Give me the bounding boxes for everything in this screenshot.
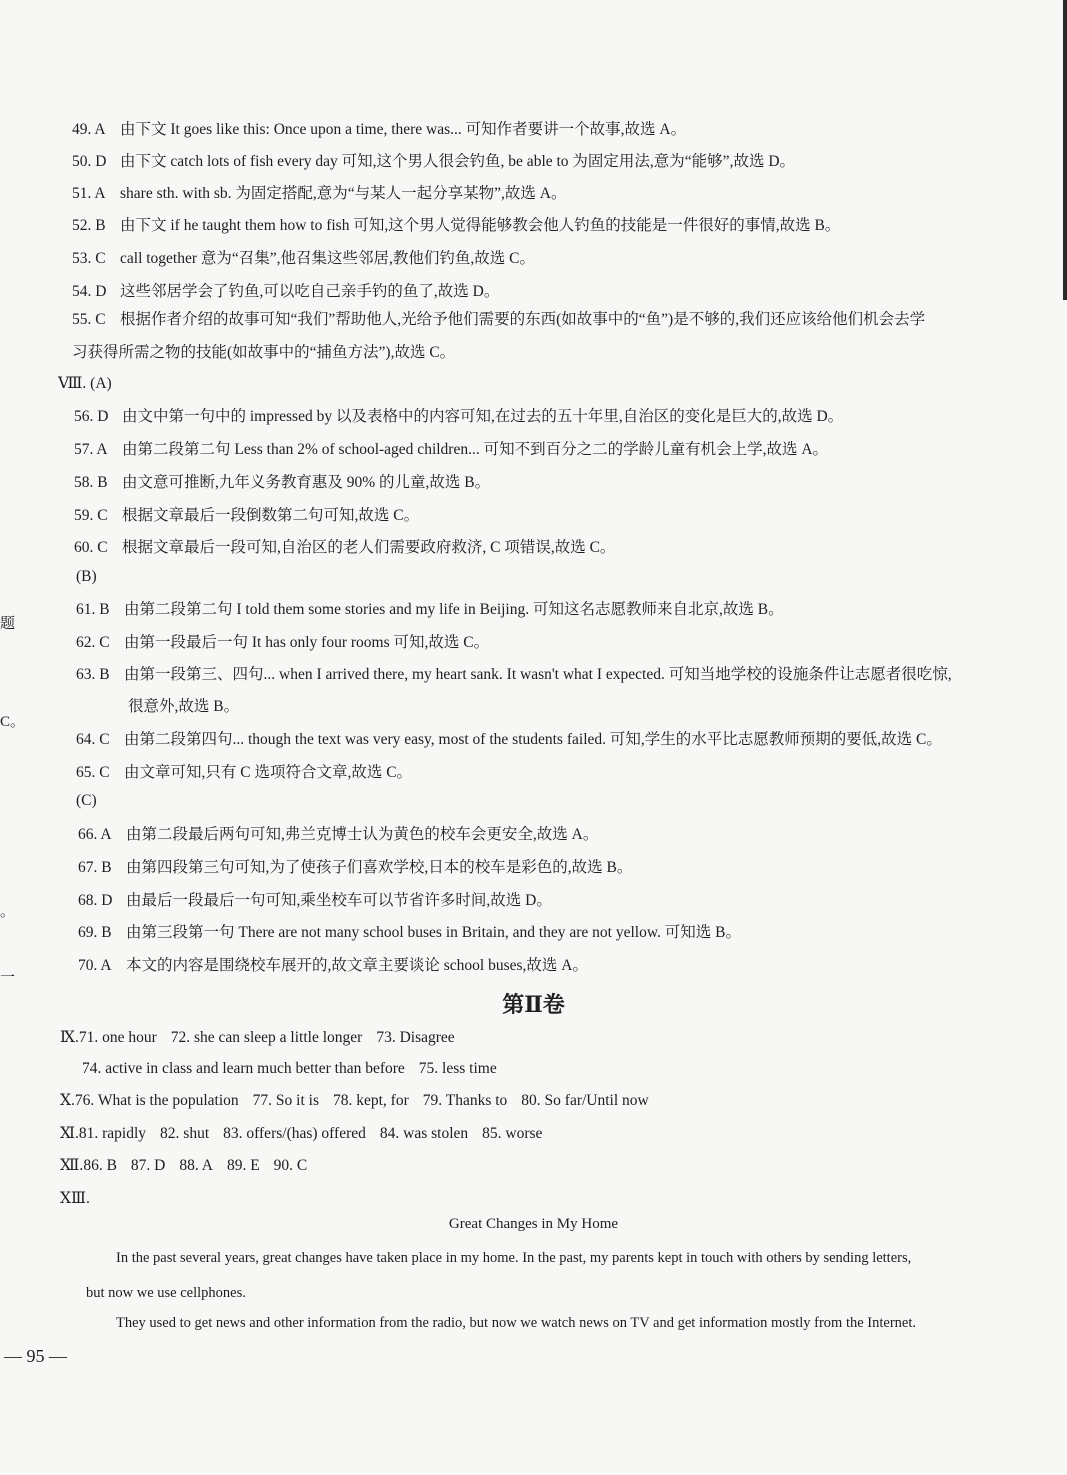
subsection-c-label: (C) (76, 792, 97, 809)
answer-58: 58. B 由文意可推断,九年义务教育惠及 90% 的儿童,故选 B。 (74, 474, 491, 491)
section-13-label: ⅩⅢ. (60, 1190, 90, 1207)
answer-50: 50. D 由下文 catch lots of fish every day 可知,这个男人很会钓鱼, be able to 为固定用法,意为“能够”,故选 D。 (72, 153, 796, 170)
answer-62: 62. C 由第一段最后一句 It has only four rooms 可知,故选 C。 (76, 634, 490, 651)
answer-63: 63. B 由第一段第三、四句... when I arrived there, my heart sank. It wasn't what I expected. 可知当地学校的设施条件让志愿者很吃惊, (76, 666, 952, 683)
essay-paragraph-2: They used to get news and other information from the radio, but now we watch news on TV and get information mostly from the Internet. (116, 1315, 916, 1331)
answer-67: 67. B 由第四段第三句可知,为了使孩子们喜欢学校,日本的校车是彩色的,故选 B。 (78, 859, 633, 876)
answer-52: 52. B 由下文 if he taught them how to fish 可知,这个男人觉得能够教会他人钓鱼的技能是一件很好的事情,故选 B。 (72, 217, 841, 234)
answer-60: 60. C 根据文章最后一段可知,自治区的老人们需要政府救济, C 项错误,故选 C。 (74, 539, 616, 556)
part-2-title: 第Ⅱ卷 (502, 992, 565, 1018)
margin-fragment: 一 (0, 970, 16, 986)
answer-63-continuation: 很意外,故选 B。 (128, 698, 240, 715)
section-10: Ⅹ.76. What is the population 77. So it is 78. kept, for 79. Thanks to 80. So far/Until now (60, 1092, 649, 1109)
answer-55: 55. C 根据作者介绍的故事可知“我们”帮助他人,光给予他们需要的东西(如故事中的“鱼”)是不够的,我们还应该给他们机会去学 (72, 311, 926, 328)
answer-59: 59. C 根据文章最后一段倒数第二句可知,故选 C。 (74, 507, 420, 524)
page-number: — 95 — (4, 1346, 67, 1366)
answer-64: 64. C 由第二段第四句... though the text was very easy, most of the students failed. 可知,学生的水平比志愿教师预期的要低,故选 C。 (76, 731, 942, 748)
section-9-line-1: Ⅸ.71. one hour 72. she can sleep a little longer 73. Disagree (60, 1029, 455, 1046)
section-9-line-2: 74. active in class and learn much better than before 75. less time (82, 1060, 497, 1077)
margin-fragment: C。 (0, 714, 26, 730)
answer-54: 54. D 这些邻居学会了钓鱼,可以吃自己亲手钓的鱼了,故选 D。 (72, 283, 500, 300)
answer-49: 49. A 由下文 It goes like this: Once upon a time, there was... 可知作者要讲一个故事,故选 A。 (72, 121, 687, 138)
answer-61: 61. B 由第二段第二句 I told them some stories and my life in Beijing. 可知这名志愿教师来自北京,故选 B。 (76, 601, 784, 618)
margin-fragment: 题 (0, 616, 16, 632)
answer-68: 68. D 由最后一段最后一句可知,乘坐校车可以节省许多时间,故选 D。 (78, 892, 552, 909)
answer-51: 51. A share sth. with sb. 为固定搭配,意为“与某人一起分享某物”,故选 A。 (72, 185, 567, 202)
answer-66: 66. A 由第二段最后两句可知,弗兰克博士认为黄色的校车会更安全,故选 A。 (78, 826, 599, 843)
section-11: Ⅺ.81. rapidly 82. shut 83. offers/(has) offered 84. was stolen 85. worse (60, 1125, 543, 1142)
answer-53: 53. C call together 意为“召集”,他召集这些邻居,教他们钓鱼,故选 C。 (72, 250, 536, 267)
essay-title: Great Changes in My Home (448, 1216, 619, 1232)
subsection-b-label: (B) (76, 568, 97, 585)
answer-70: 70. A 本文的内容是围绕校车展开的,故文章主要谈论 school buses,故选 A。 (78, 957, 588, 974)
answer-57: 57. A 由第二段第二句 Less than 2% of school-aged children... 可知不到百分之二的学龄儿童有机会上学,故选 A。 (74, 441, 829, 458)
margin-fragment: 。 (0, 904, 16, 920)
page-edge (1063, 0, 1067, 300)
answer-56: 56. D 由文中第一句中的 impressed by 以及表格中的内容可知,在过去的五十年里,自治区的变化是巨大的,故选 D。 (74, 408, 844, 425)
answer-55-continuation: 习获得所需之物的技能(如故事中的“捕鱼方法”),故选 C。 (72, 344, 456, 361)
essay-paragraph-1: In the past several years, great changes have taken place in my home. In the past, my parents kept in touch with others by sending letters, (116, 1250, 912, 1266)
answer-65: 65. C 由文章可知,只有 C 选项符合文章,故选 C。 (76, 764, 413, 781)
essay-paragraph-1-continuation: but now we use cellphones. (86, 1285, 246, 1301)
section-8-label: Ⅷ. (A) (58, 375, 112, 392)
answer-69: 69. B 由第三段第一句 There are not many school buses in Britain, and they are not yellow. 可知选 B。 (78, 924, 742, 941)
section-12: Ⅻ.86. B 87. D 88. A 89. E 90. C (60, 1157, 308, 1174)
